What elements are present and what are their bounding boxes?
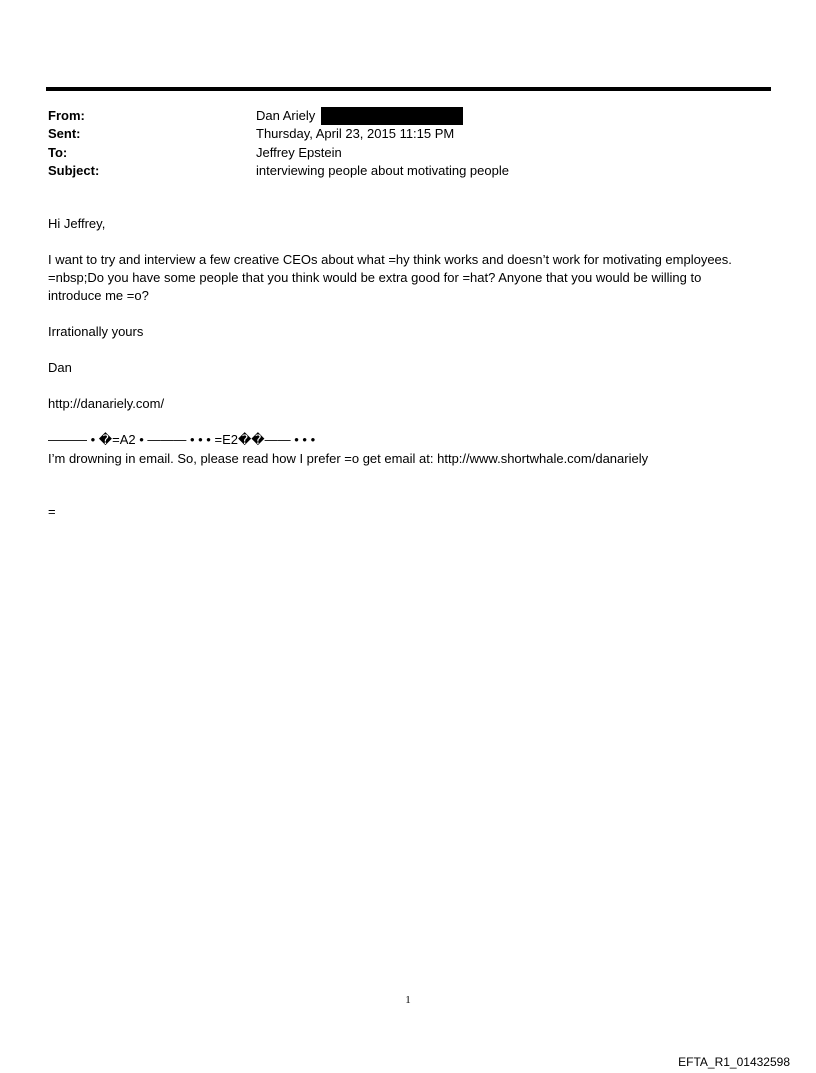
document-id: EFTA_R1_01432598 <box>678 1055 790 1069</box>
paragraph-line-3: introduce me =o? <box>48 288 149 303</box>
signature-note: I’m drowning in email. So, please read how I prefer =o get email at: http://www.shortwhale.com/danariely <box>48 451 649 466</box>
from-value-group <box>256 107 463 125</box>
subject-value: interviewing people about motivating people <box>256 163 509 178</box>
trailing-char: = <box>48 504 56 519</box>
closing: Irrationally yours <box>48 324 144 339</box>
paragraph-line-1: I want to try and interview a few creative CEOs about what =hy think works and doesn’t work for motivating employees. <box>48 252 732 267</box>
redaction-block <box>321 107 463 125</box>
sent-row <box>48 125 768 143</box>
subject-label: Subject: <box>48 163 100 178</box>
signature-garble: ——— • �=A2 • ——— • • • =E2��—— • • • <box>48 432 316 447</box>
from-row <box>48 107 768 125</box>
paragraph-line-2: =nbsp;Do you have some people that you think would be extra good for =hat? Anyone that you would be willing to <box>48 270 702 285</box>
signature-url: http://danariely.com/ <box>48 396 165 411</box>
signature-name: Dan <box>48 360 72 375</box>
from-value: Dan Ariely <box>256 108 316 123</box>
sent-value: Thursday, April 23, 2015 11:15 PM <box>256 126 455 141</box>
greeting: Hi Jeffrey, <box>48 216 106 231</box>
to-label: To: <box>48 145 68 160</box>
subject-row <box>48 162 768 180</box>
page-number: 1 <box>405 994 411 1006</box>
header-rule <box>46 87 771 91</box>
from-label: From: <box>48 108 85 123</box>
to-value: Jeffrey Epstein <box>256 145 342 160</box>
sent-label: Sent: <box>48 126 81 141</box>
to-row <box>48 144 768 162</box>
